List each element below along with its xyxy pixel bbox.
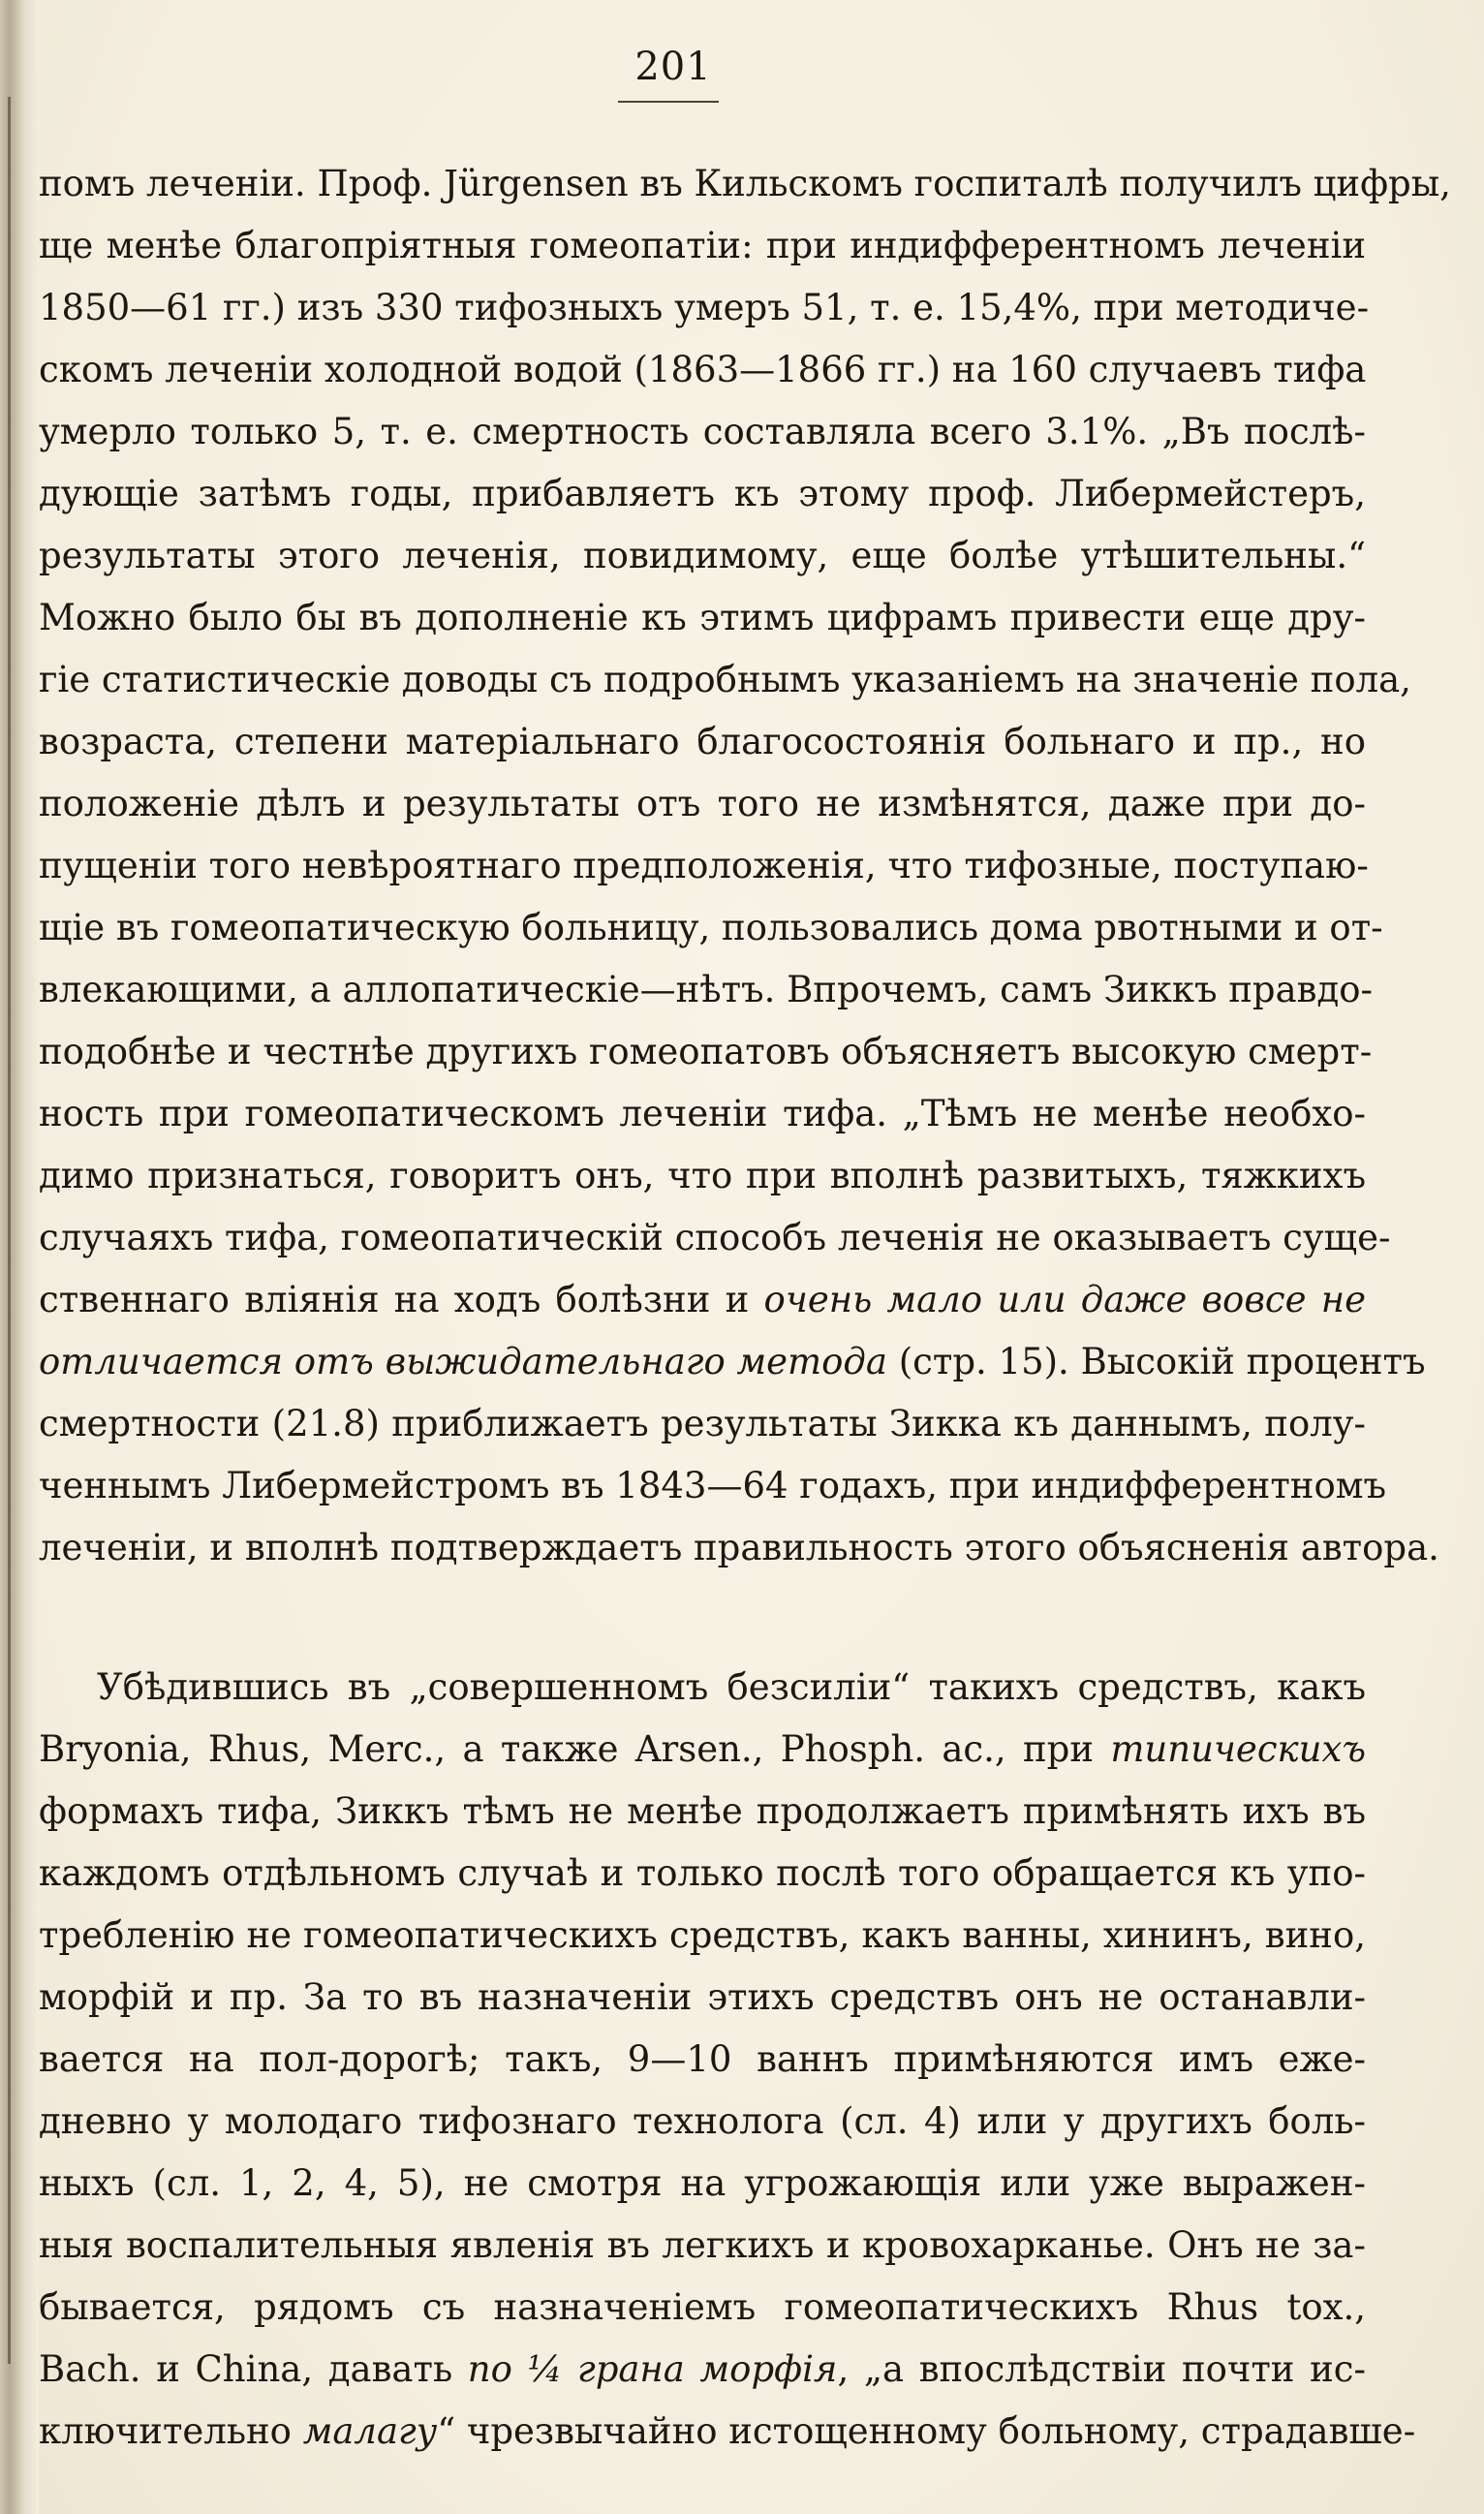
text-line (39, 2153, 1366, 2215)
text-segment: щіе въ гомеопатическую больницу, пользовались дома рвотными и от- (39, 907, 1383, 948)
text-segment: скомъ леченіи холодной водой (1863—1866 гг.) на 160 случаевъ тифа (39, 349, 1367, 390)
text-line (39, 2091, 1366, 2153)
text-line (39, 1781, 1366, 1843)
page-number: 201 (634, 45, 712, 89)
text-segment: Убѣдившись въ „совершенномъ безсиліи“ такихъ средствъ, какъ (97, 1666, 1366, 1708)
text-segment: (стр. 15). Высокій процентъ (886, 1341, 1426, 1382)
text-segment: гіе статистическіе доводы съ подробнымъ указаніемъ на значеніе пола, (39, 659, 1411, 700)
text-segment: случаяхъ тифа, гомеопатическій способъ леченія не оказываетъ суще- (39, 1217, 1391, 1258)
text-segment: каждомъ отдѣльномъ случаѣ и только послѣ того обращается къ упо- (39, 1852, 1366, 1894)
text-segment: Можно было бы въ дополненіе къ этимъ цифрамъ привести еще дру- (39, 597, 1366, 638)
text-line (39, 2401, 1416, 2463)
text-segment: помъ леченіи. Проф. Jürgensen въ Кильскомъ госпиталѣ получилъ цифры, (39, 163, 1451, 204)
text-line (39, 1843, 1366, 1905)
text-segment: требленію не гомеопатическихъ средствъ, какъ ванны, хининъ, вино, (39, 1914, 1366, 1956)
gutter-shadow-line (8, 97, 11, 2364)
text-line (39, 773, 1366, 835)
text-segment: ственнаго вліянія на ходъ болѣзни и (39, 1279, 764, 1320)
text-line (39, 2277, 1366, 2339)
italic-text: типическихъ (1110, 1728, 1366, 1770)
page-number-rule (618, 101, 719, 103)
text-line (39, 1331, 1426, 1393)
text-segment: формахъ тифа, Зиккъ тѣмъ не менѣе продолжаетъ примѣнять ихъ въ (39, 1790, 1366, 1832)
text-line (39, 2029, 1366, 2091)
text-segment: , „а впослѣдствіи почти ис- (837, 2348, 1366, 2390)
text-line (39, 1719, 1366, 1781)
italic-text: по ¼ грана морфія (467, 2348, 838, 2390)
text-line (39, 1021, 1373, 1083)
body-text (39, 153, 1451, 2463)
text-line (39, 1657, 1366, 1719)
text-segment: результаты этого леченія, повидимому, еще болѣе утѣшительны.“ (39, 535, 1366, 576)
text-segment: бывается, рядомъ съ назначеніемъ гомеопатическихъ Rhus tox., (39, 2286, 1366, 2328)
text-segment: умерло только 5, т. е. смертность составляла всего 3.1%. „Въ послѣ- (39, 411, 1366, 452)
text-line (39, 339, 1366, 401)
text-segment: вается на пол-дорогѣ; такъ, 9—10 ваннъ примѣняются имъ еже- (39, 2038, 1366, 2080)
text-segment: дующіе затѣмъ годы, прибавляетъ къ этому проф. Либермейстеръ, (39, 473, 1366, 514)
text-line (39, 835, 1369, 897)
text-segment: Bach. и China, давать (39, 2348, 468, 2390)
text-segment: влекающими, а аллопатическіе—нѣтъ. Впрочемъ, самъ Зиккъ правдо- (39, 969, 1374, 1010)
binding-gutter (0, 0, 39, 2514)
italic-text: отличается отъ выжидательнаго метода (39, 1341, 887, 1382)
text-line (39, 277, 1370, 339)
text-segment: леченіи, и вполнѣ подтверждаетъ правильность этого объясненія автора. (39, 1527, 1439, 1568)
text-segment: положеніе дѣлъ и результаты отъ того не измѣнятся, даже при до- (39, 783, 1366, 824)
text-line (39, 1269, 1366, 1331)
text-segment: ключительно (39, 2410, 303, 2452)
text-line (39, 587, 1366, 649)
text-line (39, 2339, 1366, 2401)
text-line (39, 1905, 1366, 1967)
text-line (39, 897, 1383, 959)
text-line (39, 1455, 1387, 1517)
text-segment: возраста, степени матеріальнаго благосостоянія больнаго и пр., но (39, 721, 1366, 762)
text-segment: 1850—61 гг.) изъ 330 тифозныхъ умеръ 51, т. е. 15,4%, при методиче- (39, 287, 1370, 328)
text-segment: димо признаться, говоритъ онъ, что при вполнѣ развитыхъ, тяжкихъ (39, 1155, 1366, 1196)
text-segment: Bryonia, Rhus, Merc., а также Arsen., Phosph. ac., при (39, 1728, 1111, 1770)
italic-text: малагу (302, 2410, 438, 2452)
text-line (39, 959, 1374, 1021)
text-segment: ныя воспалительныя явленія въ легкихъ и кровохарканье. Онъ не за- (39, 2224, 1366, 2266)
text-segment: “ чрезвычайно истощенному больному, страдавше- (437, 2410, 1416, 2452)
text-line (39, 525, 1366, 587)
text-segment: ность при гомеопатическомъ леченіи тифа. „Тѣмъ не менѣе необхо- (39, 1093, 1366, 1134)
text-line (39, 2215, 1366, 2277)
text-line (39, 1145, 1366, 1207)
text-segment: ще менѣе благопріятныя гомеопатіи: при индифферентномъ леченіи (39, 225, 1366, 266)
text-line (39, 215, 1366, 277)
italic-text: очень мало или даже вовсе не (763, 1279, 1367, 1320)
text-line (39, 153, 1451, 215)
text-line (39, 649, 1411, 711)
text-line (39, 1393, 1366, 1455)
text-line (39, 1517, 1439, 1579)
text-line (39, 463, 1366, 525)
paragraph (39, 153, 1451, 1579)
text-segment: морфій и пр. За то въ назначеніи этихъ средствъ онъ не останавли- (39, 1976, 1366, 2018)
text-line (39, 1967, 1366, 2029)
text-segment: пущеніи того невѣроятнаго предположенія, что тифозные, поступаю- (39, 845, 1369, 886)
text-line (39, 401, 1366, 463)
text-line (39, 1083, 1366, 1145)
paragraph (39, 1657, 1416, 2463)
text-segment: ныхъ (сл. 1, 2, 4, 5), не смотря на угрожающія или уже выражен- (39, 2162, 1366, 2204)
text-segment: дневно у молодаго тифознаго технолога (сл. 4) или у другихъ боль- (39, 2100, 1366, 2142)
paragraph-gap (39, 1579, 1366, 1657)
text-line (39, 711, 1366, 773)
text-line (39, 1207, 1391, 1269)
text-segment: ченнымъ Либермейстромъ въ 1843—64 годахъ, при индифферентномъ (39, 1465, 1387, 1506)
text-segment: смертности (21.8) приближаетъ результаты Зикка къ даннымъ, полу- (39, 1403, 1366, 1444)
text-segment: подобнѣе и честнѣе другихъ гомеопатовъ объясняетъ высокую смерт- (39, 1031, 1373, 1072)
